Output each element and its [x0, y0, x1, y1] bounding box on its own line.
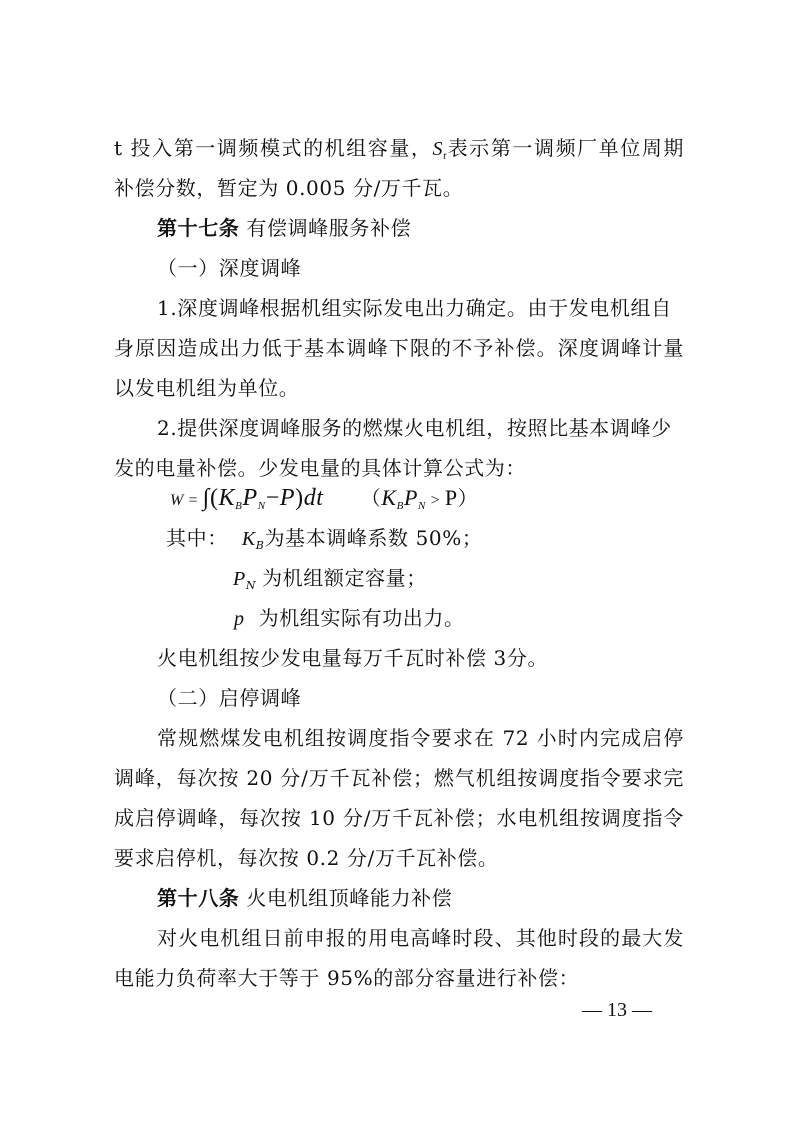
paragraph-line-16: 常规燃煤发电机组按调度指令要求在 72 小时内完成启停: [157, 726, 684, 750]
formula-p2: P: [279, 485, 296, 511]
formula-line: [170, 486, 510, 518]
symbol-pn: P: [233, 568, 246, 590]
definition-p: 为机组实际有功出力。: [258, 606, 465, 630]
formula-equals: =: [183, 492, 203, 509]
paragraph-line-18: 成启停调峰，每次按 10 分/万千瓦补偿；水电机组按调度指令: [114, 806, 684, 830]
condition-p2: P: [444, 485, 458, 510]
formula-close-paren: ): [295, 485, 304, 511]
paragraph-line-19: 要求启停机，每次按 0.2 分/万千瓦补偿。: [114, 846, 499, 870]
text-segment: 表示第一调频厂单位周期: [446, 136, 684, 160]
formula-k: K: [218, 485, 236, 511]
formula-dt: dt: [303, 485, 324, 511]
definition-pn: 为机组额定容量；: [262, 566, 427, 590]
definition-k: 为基本调峰系数 50%；: [264, 526, 483, 550]
condition-k: K: [381, 485, 397, 510]
where-label: 其中：: [166, 526, 228, 550]
section-heading-deep-peak: （一）深度调峰: [157, 256, 302, 280]
formula-minus: −: [265, 485, 280, 511]
article-number: 第十七条: [157, 216, 240, 240]
article-title: 有偿调峰服务补偿: [239, 216, 412, 240]
where-line-k: [166, 526, 586, 558]
article-17-heading: [157, 216, 727, 240]
paragraph-line-17: 调峰，每次按 20 分/万千瓦补偿；燃气机组按调度指令要求完: [114, 766, 684, 790]
paragraph-line-8: 2.提供深度调峰服务的燃煤火电机组，按照比基本调峰少: [157, 416, 672, 440]
formula-k-subscript: B: [235, 500, 243, 512]
paragraph-line-2: 补偿分数，暂定为 0.005 分/万千瓦。: [114, 176, 464, 200]
formula-p-subscript: N: [257, 500, 266, 512]
symbol-s: [433, 138, 447, 160]
paragraph-line-1: [114, 136, 684, 168]
paragraph-line-14: 火电机组按少发电量每万千瓦时补偿 3分。: [157, 646, 549, 670]
formula-p: P: [242, 485, 258, 511]
symbol-p: p: [234, 608, 245, 630]
paragraph-line-5: 1.深度调峰根据机组实际发电出力确定。由于发电机组自: [157, 296, 672, 320]
condition-greater-than: >: [425, 492, 445, 509]
paragraph-line-7: 以发电机组为单位。: [114, 376, 300, 400]
text-segment: t 投入第一调频模式的机组容量，: [114, 136, 433, 160]
condition-k-subscript: B: [396, 500, 404, 512]
paragraph-line-22: 电能力负荷率大于等于 95%的部分容量进行补偿：: [114, 966, 580, 990]
paragraph-line-9: 发的电量补偿。少发电量的具体计算公式为：: [114, 456, 526, 480]
symbol-s-subscript: t: [443, 150, 447, 162]
formula-open-paren: (: [209, 485, 219, 511]
article-title: 火电机组顶峰能力补偿: [239, 886, 453, 910]
symbol-pn-subscript: N: [245, 579, 257, 592]
article-number: 第十八条: [157, 886, 240, 910]
page-number: — 13 —: [582, 999, 652, 1021]
condition-open: （: [360, 488, 382, 510]
condition-p: P: [404, 485, 419, 510]
where-line-p: [234, 606, 534, 631]
symbol-k: K: [241, 528, 256, 550]
formula-integral: ∫: [202, 485, 210, 511]
article-18-heading: [157, 886, 727, 910]
paragraph-line-21: 对火电机组日前申报的用电高峰时段、其他时段的最大发: [157, 926, 684, 950]
formula-w: W: [170, 492, 184, 509]
symbol-s-letter: S: [432, 138, 444, 160]
section-heading-start-stop: （二）启停调峰: [157, 686, 302, 710]
where-line-pn: [233, 566, 533, 598]
symbol-k-subscript: B: [255, 539, 265, 552]
paragraph-line-6: 身原因造成出力低于基本调峰下限的不予补偿。深度调峰计量: [114, 336, 684, 360]
condition-close: ）: [457, 488, 479, 510]
condition-p-subscript: N: [418, 500, 426, 512]
